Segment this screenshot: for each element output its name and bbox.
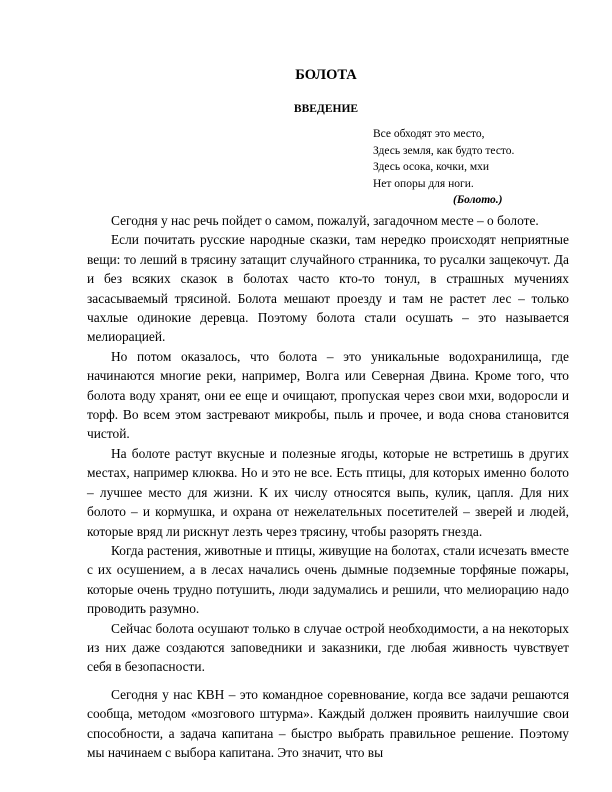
paragraph: На болоте растут вкусные и полезные ягоды, которые не встретишь в других местах, например клюква. Но и это не все. Есть птицы, для которых именно болото – лучшее место для жизни. К их числу относятся выпь, кулик, цапля. Для них болото – и кормушка, и охрана от нежелательных посетителей – зверей и людей, которые вряд ли рискнут лезть через трясину, чтобы разорять гнезда. [87,445,569,539]
paragraph: Сейчас болота осушают только в случае острой необходимости, а на некоторых из них даже создаются заповедники и заказники, где любая живность чувствует себя в безопасности. [87,620,569,675]
body-text [87,211,569,762]
epigraph [373,126,593,209]
epigraph-line: Все обходят это место, [373,128,485,140]
paragraph: Сегодня у нас речь пойдет о самом, пожалуй, загадочном месте – о болоте. [111,213,539,228]
paragraph: Но потом оказалось, что болота – это уникальные водохранилища, где начинаются многие реки, например, Волга или Северная Двина. Кроме того, что болота воду хранят, они ее еще и очищают, пропуская через свои мхи, водоросли и торф. Во всем этом застревают микробы, пыль и прочее, и вода снова становится чистой. [87,348,569,442]
epigraph-line: Здесь земля, как будто тесто. [373,144,515,157]
paragraph: Когда растения, животные и птицы, живущие на болотах, стали исчезать вместе с их осушением, а в лесах начались очень дымные подземные торфяные пожары, которые очень трудно потушить, люди задумались и решили, что мелиорацию надо проводить разумно. [87,542,569,617]
paragraph: Сегодня у нас КВН – это командное соревнование, когда все задачи решаются сообща, методом «мозгового штурма». Каждый должен проявить наилучшие свои способности, а задача капитана – быстро выбрать правильное решение. Поэтому мы начинаем с выбора капитана. Это значит, что вы [87,686,569,760]
epigraph-source: (Болото.) [453,194,503,206]
document-title: БОЛОТА [295,67,357,83]
epigraph-line: Здесь осока, кочки, мхи [373,161,490,173]
section-heading: ВВЕДЕНИЕ [293,103,359,115]
epigraph-line: Нет опоры для ноги. [373,177,474,190]
paragraph: Если почитать русские народные сказки, там нередко происходят неприятные вещи: то леший в трясину затащит случайного странника, то русалки защекочут. Да и без всяких сказок в болотах часто кто-то тонул, в страшных мучениях засасываемый трясиной. Болота мешают проезду и там не растет лес – только чахлые одинокие деревца. Поэтому болота стали осушать – это называется мелиорацией. [87,232,569,345]
